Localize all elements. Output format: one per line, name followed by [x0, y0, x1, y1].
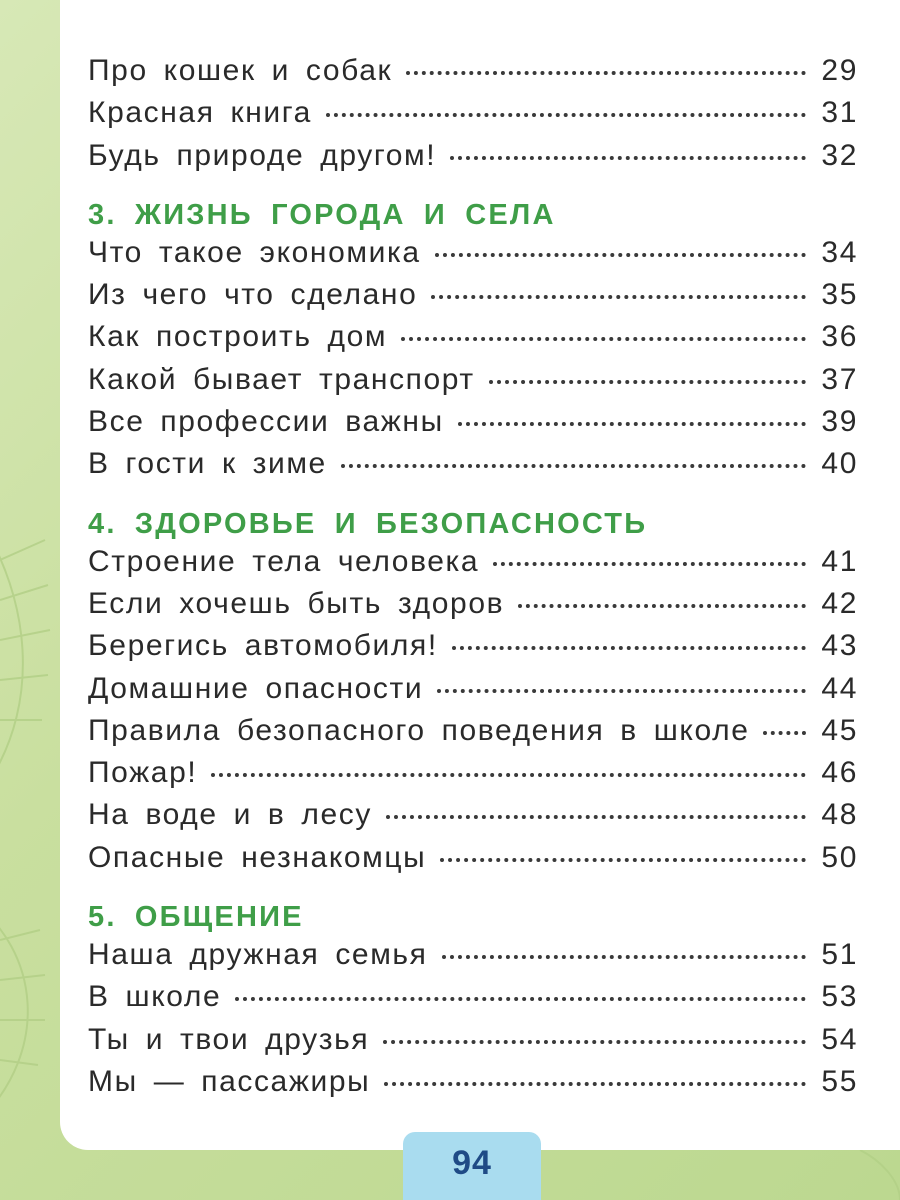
toc-entry: [88, 1023, 858, 1065]
toc-entry: [88, 139, 858, 181]
table-of-contents: [88, 54, 858, 1107]
toc-entry-title: Домашние опасности: [88, 671, 424, 705]
toc-entry-title: Если хочешь быть здоров: [88, 586, 505, 620]
toc-entry-page: 55: [821, 1064, 858, 1098]
dot-leader: [437, 689, 806, 693]
toc-entry-title: Про кошек и собак: [88, 54, 393, 87]
toc-entry-title: Что такое экономика: [88, 235, 421, 269]
toc-entry: [88, 980, 858, 1022]
dot-leader: [452, 646, 806, 650]
dot-leader: [235, 997, 806, 1001]
toc-entry-page: 54: [821, 1022, 858, 1056]
toc-entry: [88, 363, 858, 405]
toc-entry-page: 46: [821, 756, 858, 790]
toc-entry-page: 43: [821, 629, 858, 663]
page-number-tab: [403, 1132, 541, 1200]
toc-entry: [88, 447, 858, 489]
toc-entry-page: 50: [821, 840, 858, 874]
toc-entry: [88, 545, 858, 587]
dot-leader: [384, 1082, 806, 1086]
dot-leader: [518, 604, 806, 608]
toc-entry: [88, 841, 858, 883]
toc-entry: [88, 320, 858, 362]
toc-entry-page: 31: [821, 96, 858, 130]
toc-entry: [88, 629, 858, 671]
toc-entry-title: Все профессии важны: [88, 405, 444, 439]
dot-leader: [493, 562, 806, 566]
dot-leader: [450, 156, 806, 160]
toc-entry-page: 35: [821, 278, 858, 312]
toc-entry: [88, 672, 858, 714]
toc-entry: [88, 1065, 858, 1107]
dot-leader: [489, 380, 806, 384]
toc-entry-page: 39: [821, 405, 858, 439]
section-heading: 5. ОБЩЕНИЕ: [88, 901, 304, 934]
toc-entry: [88, 96, 858, 138]
section-heading: 3. ЖИЗНЬ ГОРОДА И СЕЛА: [88, 198, 556, 231]
toc-entry-title: На воде и в лесу: [88, 798, 372, 832]
toc-entry-page: 51: [821, 938, 858, 972]
dot-leader: [211, 773, 806, 777]
dot-leader: [383, 1040, 806, 1044]
section-heading: 4. ЗДОРОВЬЕ И БЕЗОПАСНОСТЬ: [88, 507, 648, 540]
toc-entry-page: 41: [821, 544, 858, 578]
toc-entry-page: 53: [821, 980, 858, 1014]
toc-entry: [88, 54, 858, 96]
toc-entry-title: Строение тела человека: [88, 544, 480, 578]
toc-entry: [88, 714, 858, 756]
toc-entry-page: 45: [821, 713, 858, 747]
toc-entry-page: 44: [821, 671, 858, 705]
toc-entry: [88, 278, 858, 320]
toc-entry-page: 40: [821, 447, 858, 481]
dot-leader: [401, 337, 806, 341]
toc-entry: [88, 938, 858, 980]
dot-leader: [442, 955, 806, 959]
toc-entry-page: 32: [821, 138, 858, 172]
dot-leader: [435, 253, 806, 257]
toc-entry: [88, 798, 858, 840]
dot-leader: [763, 731, 806, 735]
dot-leader: [406, 71, 806, 75]
toc-entry-page: 48: [821, 798, 858, 832]
toc-entry-page: 37: [821, 362, 858, 396]
toc-entry-title: Пожар!: [88, 756, 198, 790]
dot-leader: [326, 113, 806, 117]
dot-leader: [440, 858, 806, 862]
toc-entry-title: Будь природе другом!: [88, 138, 437, 172]
dot-leader: [431, 295, 806, 299]
toc-entry-title: В гости к зиме: [88, 447, 327, 481]
toc-entry-page: 36: [821, 320, 858, 354]
toc-entry-title: Как построить дом: [88, 320, 388, 354]
toc-entry-title: Красная книга: [88, 96, 312, 130]
toc-entry-page: 42: [821, 586, 858, 620]
toc-entry-title: Мы — пассажиры: [88, 1064, 371, 1098]
toc-entry-title: Из чего что сделано: [88, 278, 418, 312]
toc-entry: [88, 756, 858, 798]
toc-entry-title: Ты и твои друзья: [88, 1022, 370, 1056]
toc-entry-page: 29: [821, 54, 858, 87]
toc-entry-title: Какой бывает транспорт: [88, 362, 475, 396]
toc-entry: [88, 405, 858, 447]
toc-entry-title: Берегись автомобиля!: [88, 629, 438, 663]
toc-entry-page: 34: [821, 235, 858, 269]
toc-entry: [88, 587, 858, 629]
toc-entry-title: В школе: [88, 980, 222, 1014]
toc-entry-title: Наша дружная семья: [88, 938, 428, 972]
dot-leader: [458, 422, 806, 426]
page-number: 94: [452, 1144, 492, 1182]
toc-entry-title: Опасные незнакомцы: [88, 840, 427, 874]
toc-entry: [88, 236, 858, 278]
toc-entry-title: Правила безопасного поведения в школе: [88, 713, 750, 747]
dot-leader: [341, 464, 806, 468]
dot-leader: [386, 815, 806, 819]
